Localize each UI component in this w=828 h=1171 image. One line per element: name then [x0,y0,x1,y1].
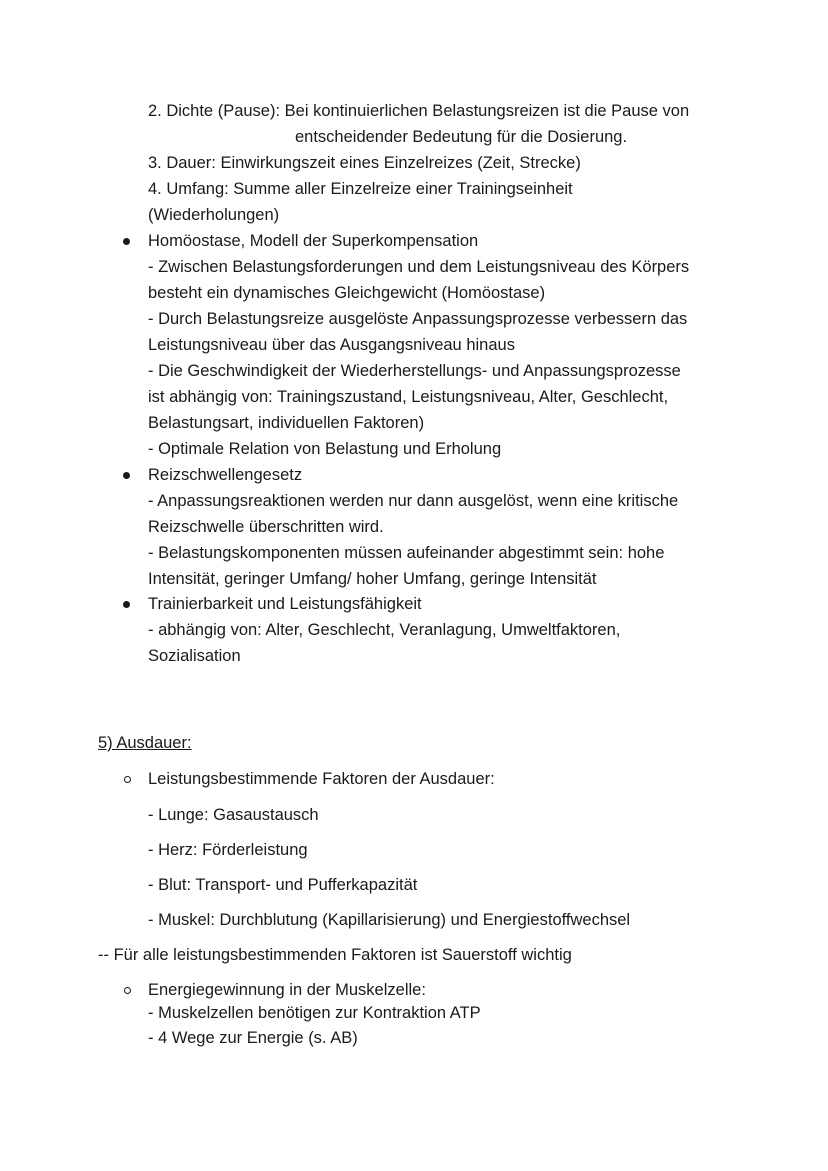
factors-title: Leistungsbestimmende Faktoren der Ausdauer: [148,770,495,788]
umfang-line-2: (Wiederholungen) [148,206,280,224]
energy-title: Energiegewinnung in der Muskelzelle: [148,981,426,999]
dauer-line: 3. Dauer: Einwirkungszeit eines Einzelreizes (Zeit, Strecke) [148,154,581,172]
bullet-icon [123,472,130,479]
dichte-line-2: entscheidender Bedeutung für die Dosierung. [295,128,628,146]
energy-line: - 4 Wege zur Energie (s. AB) [148,1029,358,1047]
bullet-title-trainierbarkeit: Trainierbarkeit und Leistungsfähigkeit [148,595,422,613]
factor-item: - Herz: Förderleistung [148,841,308,859]
bullet-line: - Optimale Relation von Belastung und Erholung [148,440,502,458]
oxygen-note: -- Für alle leistungsbestimmenden Faktoren ist Sauerstoff wichtig [98,946,572,964]
energy-line: - Muskelzellen benötigen zur Kontraktion ATP [148,1004,481,1022]
bullet-line: - Durch Belastungsreize ausgelöste Anpassungsprozesse verbessern das [148,310,688,328]
bullet-line: ist abhängig von: Trainingszustand, Leistungsniveau, Alter, Geschlecht, [148,388,669,406]
factor-item: - Blut: Transport- und Pufferkapazität [148,876,418,894]
bullet-icon [123,238,130,245]
bullet-line: Reizschwelle überschritten wird. [148,518,384,536]
bullet-title-homoeostase: Homöostase, Modell der Superkompensation [148,232,479,250]
bullet-line: - Die Geschwindigkeit der Wiederherstellungs- und Anpassungsprozesse [148,362,681,380]
bullet-line: - Belastungskomponenten müssen aufeinander abgestimmt sein: hohe [148,544,665,562]
bullet-line: Sozialisation [148,647,241,665]
section-heading-ausdauer: 5) Ausdauer: [98,734,192,752]
bullet-line: Leistungsniveau über das Ausgangsniveau hinaus [148,336,515,354]
factor-item: - Muskel: Durchblutung (Kapillarisierung) und Energiestoffwechsel [148,911,631,929]
bullet-line: Belastungsart, individuellen Faktoren) [148,414,425,432]
bullet-line: - Anpassungsreaktionen werden nur dann ausgelöst, wenn eine kritische [148,492,679,510]
bullet-line: - abhängig von: Alter, Geschlecht, Veranlagung, Umweltfaktoren, [148,621,621,639]
factor-item: - Lunge: Gasaustausch [148,806,319,824]
circle-bullet-icon [124,776,131,783]
bullet-line: - Zwischen Belastungsforderungen und dem Leistungsniveau des Körpers [148,258,690,276]
dichte-line-1: 2. Dichte (Pause): Bei kontinuierlichen Belastungsreizen ist die Pause von [148,102,690,120]
circle-bullet-icon [124,987,131,994]
bullet-icon [123,601,130,608]
umfang-line-1: 4. Umfang: Summe aller Einzelreize einer Trainingseinheit [148,180,573,198]
bullet-title-reizschwellengesetz: Reizschwellengesetz [148,466,303,484]
bullet-line: Intensität, geringer Umfang/ hoher Umfang, geringe Intensität [148,570,597,588]
bullet-line: besteht ein dynamisches Gleichgewicht (Homöostase) [148,284,546,302]
